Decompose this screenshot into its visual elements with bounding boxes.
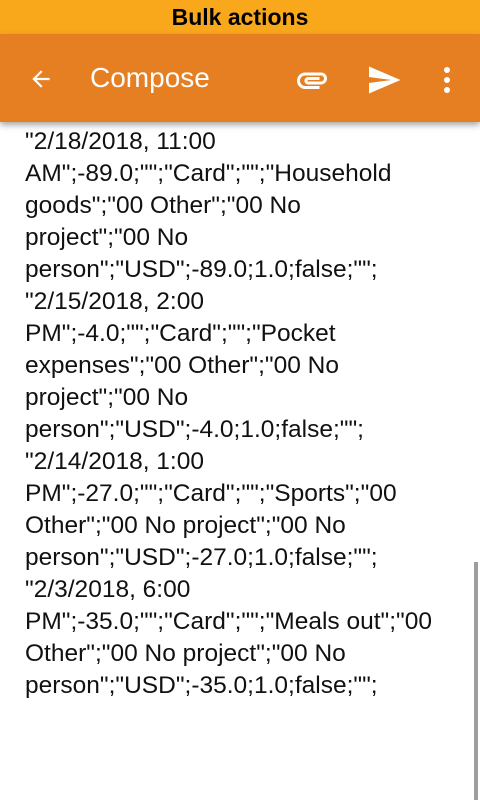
scrollbar[interactable] xyxy=(474,562,478,800)
app-bar xyxy=(0,34,480,122)
more-vert-icon xyxy=(443,66,451,94)
email-body-text[interactable]: "2/18/2018, 11:00 AM";-89.0;"";"Card";"";"Household goods";"00 Other";"00 No project";"00 No person";"USD";-89.0;1.0;false;""; "2/15/2018, 2:00 PM";-4.0;"";"Card";"";"Pocket expenses";"00 Other";"00 No project";"00 No person";"USD";-4.0;1.0;false;""; "2/14/2018, 1:00 PM";-27.0;"";"Card";"";"Sports";"00 Other";"00 No project";"00 No person";"USD";-27.0;1.0;false;""; "2/3/2018, 6:00 PM";-35.0;"";"Card";"";"Meals out";"00 Other";"00 No project";"00 No person";"USD";-35.0;1.0;false;""; xyxy=(25,128,432,699)
more-options-button[interactable] xyxy=(432,60,462,100)
send-button[interactable] xyxy=(362,58,406,102)
attach-button[interactable] xyxy=(292,60,332,100)
compose-body-area[interactable] xyxy=(0,122,480,800)
bulk-actions-banner: Bulk actions xyxy=(0,0,480,34)
paperclip-icon xyxy=(294,62,330,98)
arrow-back-icon xyxy=(28,66,54,92)
page-title: Compose xyxy=(90,62,210,93)
back-button[interactable] xyxy=(22,60,60,98)
send-icon xyxy=(366,62,402,98)
